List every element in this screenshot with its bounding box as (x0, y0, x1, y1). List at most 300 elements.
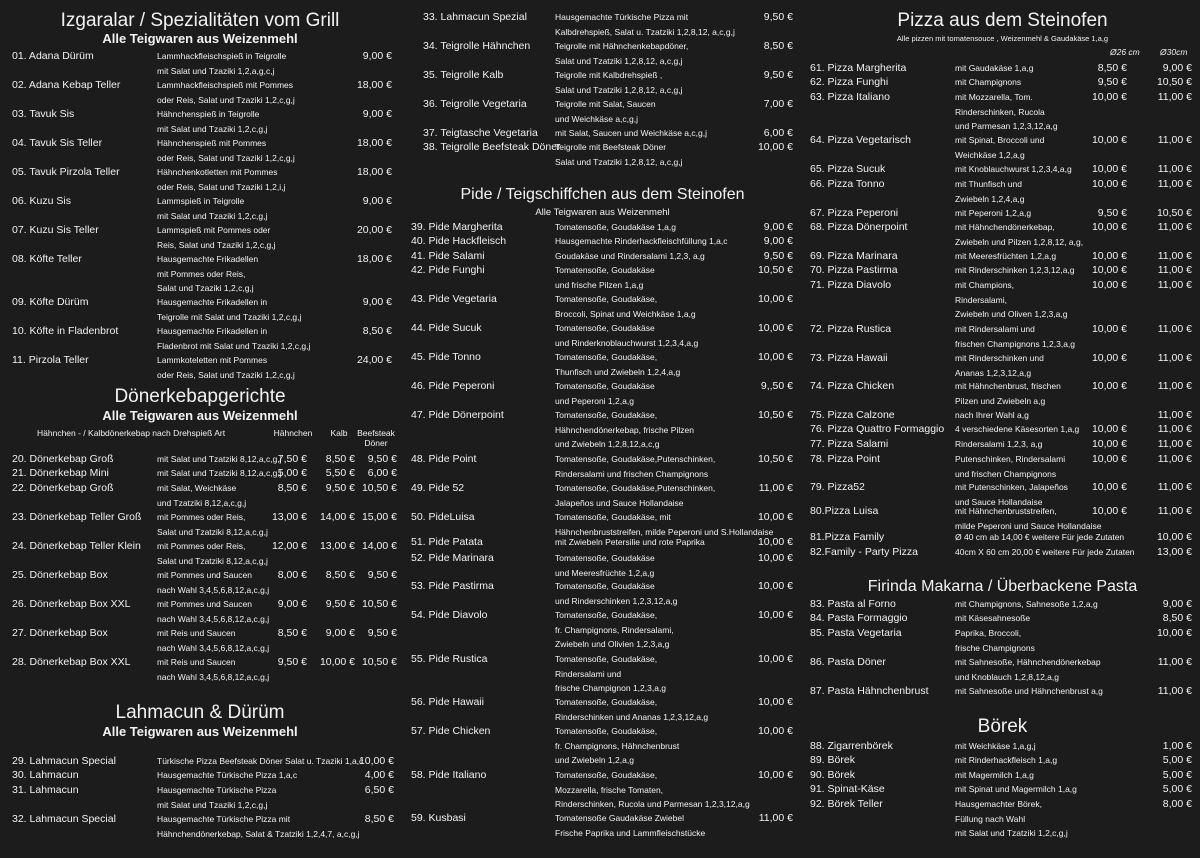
item-description-line: Hausgemachte Frikadellen in (157, 326, 268, 336)
item-description-line: Reis, Salat und Tzaziki 1,2,c,g,j (157, 239, 276, 250)
item-price: 7,00 € (763, 98, 793, 110)
item-description-line: Tomatensoße, Goudakäse,Putenschinken, (555, 483, 716, 493)
item-description-line: Rindersalami, (955, 294, 1007, 305)
item-name: 08. Köfte Teller (12, 253, 82, 265)
item-description-line: Tomatensoße, Goudakäse, (555, 726, 658, 736)
item-name: 62. Pizza Funghi (810, 76, 889, 88)
item-description-line: frischen Champignons 1,2,3,a,g (955, 338, 1076, 349)
item-description (555, 608, 674, 652)
item-name: 92. Börek Teller (810, 798, 883, 810)
item-description-line: Tomatensoße, Goudakäse (555, 323, 655, 333)
item-price: 9,50 € (367, 627, 397, 639)
item-description (955, 206, 1031, 221)
item-name: 33. Lahmacun Spezial (423, 11, 527, 23)
item-description-line: Füllung nach Wahl (955, 813, 1026, 824)
item-description (555, 695, 708, 724)
item-description (955, 133, 1044, 162)
item-name: 44. Pide Sucuk (411, 322, 482, 334)
item-description (955, 782, 1077, 797)
item-price: 5,00 € (1162, 783, 1192, 795)
item-description-line: Zwiebeln 1,2,4,a,g (955, 193, 1025, 204)
item-name: 43. Pide Vegetaria (411, 293, 497, 305)
item-description-line: nach Wahl 3,4,5,6,8,12,a,c,g,j (157, 642, 270, 653)
item-price: 9,00 € (362, 108, 392, 120)
item-description-line: frische Champignon 1,2,3,a,g (555, 683, 667, 693)
item-description-line: und Peperoni 1,2,a,g (555, 395, 634, 406)
item-price: 10,00 € (757, 351, 793, 363)
doener-section-subtitle: Alle Teigwaren aus Weizenmehl (102, 408, 298, 423)
item-price: 11,00 € (1157, 352, 1192, 364)
item-price: 13,00 € (319, 540, 355, 552)
item-price: 18,00 € (356, 253, 392, 265)
pizza-section-title: Pizza aus dem Steinofen (897, 10, 1108, 31)
item-description-line: mit Salat und Tzatziki 8,12,a,c,g,j (157, 468, 282, 478)
item-description-line: mit Champignons, Sahnesoße 1,2,a,g (955, 599, 1098, 609)
item-description-line: und Zwiebeln 1,2,8,12,a,c,g (555, 439, 660, 449)
item-description-line: und Meeresfrüchte 1,2,a,g (555, 567, 655, 578)
item-price: 11,00 € (758, 482, 793, 494)
item-price: 9,50 € (1097, 207, 1127, 219)
item-description-line: mit Sahnesoße, Hähnchendönerkebap (955, 657, 1101, 667)
item-description-line: Rinderschinken und Ananas 1,2,3,12,a,g (555, 711, 709, 722)
item-description-line: Tomatensoße, Goudakäse, mit (555, 512, 671, 522)
item-price: 9,00 € (325, 627, 355, 639)
item-price: 10,00 € (757, 293, 793, 305)
item-price: 6,00 € (367, 467, 397, 479)
item-price: 11,00 € (1157, 250, 1192, 262)
item-price: 10,00 € (1091, 505, 1127, 517)
item-price: 10,00 € (757, 511, 793, 523)
item-price: 11,00 € (1157, 423, 1192, 435)
item-description (157, 655, 269, 684)
item-description (157, 510, 268, 539)
item-price: 10,00 € (1156, 627, 1192, 639)
item-name: 27. Dönerkebap Box (12, 627, 108, 639)
item-description-line: mit Salat und Tzatziki 1,2,c,g,j (955, 828, 1068, 838)
item-description-line: 4 verschiedene Käsesorten 1,a,g (955, 424, 1080, 434)
item-description-line: Tomatensoße, Goudakäse (555, 553, 655, 563)
item-description (955, 249, 1056, 264)
item-price: 10,00 € (757, 536, 793, 548)
item-price: 10,00 € (757, 580, 793, 592)
item-name: 52. Pide Marinara (411, 552, 494, 564)
item-description (157, 626, 269, 655)
item-price: 11,00 € (1157, 323, 1192, 335)
item-price: 10,00 € (1091, 323, 1127, 335)
item-description (157, 481, 246, 510)
doener-header-chicken: Hähnchen (273, 428, 313, 438)
item-name: 76. Pizza Quattro Formaggio (810, 423, 945, 435)
item-description (955, 545, 1135, 560)
item-name: 55. Pide Rustica (411, 653, 488, 665)
item-description-line: Tomatensoße, Goudakäse (555, 381, 655, 391)
item-price: 10,00 € (1091, 264, 1127, 276)
item-price: 9,50 € (367, 569, 397, 581)
item-description-line: und Parmesan 1,2,3,12,a,g (955, 121, 1058, 131)
item-description (555, 350, 680, 379)
item-name: 38. Teigrolle Beefsteak Döner (423, 141, 561, 153)
item-description-line: Hausgemachte Türkische Pizza mit (157, 814, 291, 824)
item-price: 1,00 € (1162, 740, 1192, 752)
item-description (157, 353, 295, 382)
item-description-line: mit Hähnchenbrust, frischen (955, 381, 1061, 391)
item-description-line: Rinderschinken, Rucola (955, 106, 1045, 117)
item-name: 85. Pasta Vegetaria (810, 627, 902, 639)
item-description-line: Goudakäse und Rindersalami 1,2,3, a,g (555, 251, 705, 261)
item-description-line: nach Ihrer Wahl a,g (955, 410, 1029, 420)
item-name: 11. Pirzola Teller (12, 354, 89, 366)
item-description-line: Frische Paprika und Lammfleischstücke (555, 827, 706, 838)
item-price: 11,00 € (1157, 453, 1192, 465)
item-name: 70. Pizza Pastirma (810, 264, 898, 276)
item-name: 20. Dönerkebap Groß (12, 453, 114, 465)
item-price: 10,00 € (757, 609, 793, 621)
item-description-line: Tomatensoße Gaudakäse Zwiebel (555, 813, 684, 823)
item-description-line: mit Thunfisch und (955, 179, 1022, 189)
item-description (157, 295, 301, 324)
item-description-line: mit Salat, Saucen und Weichkäse a,c,g,j (555, 128, 707, 138)
item-price: 10,00 € (1091, 221, 1127, 233)
item-description-line: nach Wahl 3,4,5,6,8,12,a,c,g,j (157, 671, 270, 682)
item-description-line: Teigrolle mit Hähnchenkebapdöner, (555, 41, 689, 51)
item-name: 88. Zigarrenbörek (810, 740, 893, 752)
item-price: 10,00 € (1091, 423, 1127, 435)
item-description-line: Tomatensoße, Goudakäse (555, 581, 655, 591)
item-description-line: Lammspieß in Teigrolle (157, 196, 245, 206)
item-price: 9,00 € (362, 195, 392, 207)
item-description (157, 252, 258, 296)
item-price: 10,50 € (1156, 207, 1192, 219)
item-price: 10,00 € (757, 141, 793, 153)
item-price: 8,50 € (364, 813, 394, 825)
item-description (955, 379, 1061, 408)
item-description-line: Salat und Tzatziki 8,12,a,c,g,j (157, 555, 268, 566)
item-description-line: mit Knoblauchwurst 1,2,3,4,a,g (955, 164, 1072, 174)
item-description (955, 452, 1065, 481)
item-price: 10,50 € (1156, 76, 1192, 88)
menu-column-2 (405, 0, 800, 858)
item-price: 8,00 € (1162, 798, 1192, 810)
item-price: 11,00 € (1157, 656, 1192, 668)
item-description-line: mit Spinat, Broccoli und (955, 135, 1045, 145)
item-description (555, 379, 655, 408)
item-price: 11,00 € (1157, 438, 1192, 450)
item-description-line: Teigrolle mit Salat und Tzaziki 1,2,c,g,j (157, 311, 302, 322)
item-price: 10,00 € (1091, 380, 1127, 392)
item-description (555, 97, 656, 126)
item-description-line: Hähnchendönerkebap, Salat & Tzatziki 1,2,4,7, a,c,g,j (157, 828, 360, 839)
item-description (157, 783, 276, 812)
grill-section-title: Izgaralar / Spezialitäten vom Grill (60, 10, 340, 31)
item-description (955, 768, 1034, 783)
menu-column-1 (0, 0, 400, 858)
item-description (955, 739, 1036, 754)
item-description (157, 107, 267, 136)
item-price: 9,50 € (325, 598, 355, 610)
item-description-line: und Rinderknoblauchwurst 1,2,3,4,a,g (555, 337, 699, 348)
item-name: 26. Dönerkebap Box XXL (12, 598, 131, 610)
item-name: 02. Adana Kebap Teller (12, 79, 121, 91)
item-price: 8,50 € (277, 627, 307, 639)
item-name: 49. Pide 52 (411, 482, 465, 494)
item-description-line: Hähnchendönerkebap, frische Pilzen (555, 424, 694, 435)
item-name: 74. Pizza Chicken (810, 380, 895, 392)
item-name: 87. Pasta Hähnchenbrust (810, 685, 929, 697)
item-description (955, 61, 1033, 76)
item-name: 83. Pasta al Forno (810, 598, 896, 610)
item-description (555, 10, 735, 39)
item-description (555, 249, 705, 264)
item-description (555, 551, 655, 580)
item-description (955, 90, 1058, 134)
item-name: 64. Pizza Vegetarisch (810, 134, 911, 146)
item-description (157, 597, 269, 626)
item-name: 73. Pizza Hawaii (810, 352, 888, 364)
item-description-line: mit Salat und Tzaziki 1,2,c,g,j (157, 799, 268, 810)
item-name: 28. Dönerkebap Box XXL (12, 656, 131, 668)
item-price: 10,50 € (361, 598, 397, 610)
grill-section-subtitle: Alle Teigwaren aus Weizenmehl (102, 31, 298, 46)
item-description-line: mit Pommes und Saucen (157, 599, 252, 609)
item-description-line: Lammhackfleischspieß mit Pommes (157, 80, 294, 90)
item-description-line: Weichkäse 1,2,a,g (955, 149, 1025, 160)
item-description (955, 437, 1042, 452)
item-price: 5,00 € (1162, 754, 1192, 766)
doener-header-label: Hähnchen - / Kalbdönerkebap nach Drehspieß Art (37, 428, 226, 438)
item-price: 13,00 € (271, 511, 307, 523)
item-price: 8,00 € (277, 569, 307, 581)
item-price: 6,00 € (763, 127, 793, 139)
item-price: 10,00 € (1091, 178, 1127, 190)
item-description-line: mit Weichkäse 1,a,g,j (955, 741, 1036, 751)
item-description-line: mit Salat, Weichkäse (157, 483, 237, 493)
item-name: 41. Pide Salami (411, 250, 485, 262)
item-description (955, 655, 1101, 684)
item-description (555, 652, 666, 696)
item-description-line: Paprika, Broccoli, (955, 628, 1022, 638)
item-name: 25. Dönerkebap Box (12, 569, 108, 581)
item-name: 79. Pizza52 (810, 481, 865, 493)
item-price: 9,50 € (763, 69, 793, 81)
item-price: 11,00 € (1157, 685, 1192, 697)
item-description (555, 234, 727, 249)
item-name: 78. Pizza Point (810, 453, 881, 465)
item-description-line: mit Reis und Saucen (157, 628, 236, 638)
item-price: 9,50 € (367, 453, 397, 465)
item-description-line: 40cm X 60 cm 20,00 € weitere Für jede Zutaten (955, 547, 1135, 557)
item-price: 11,00 € (1157, 134, 1192, 146)
item-description-line: mit Salat und Tzaziki 1,2,c,g,j (157, 210, 268, 221)
item-description (157, 194, 267, 223)
item-price: 9,50 € (277, 656, 307, 668)
item-description (555, 68, 682, 97)
item-price: 10,00 € (757, 696, 793, 708)
item-description-line: Putenschinken, Rindersalami (955, 454, 1066, 464)
item-name: 77. Pizza Salami (810, 438, 889, 450)
item-price: 11,00 € (1157, 279, 1192, 291)
item-name: 45. Pide Tonno (411, 351, 481, 363)
item-description-line: mit Salat und Tzaziki 1,2,a,g,c,j (157, 65, 275, 76)
item-description-line: Rindersalami und (555, 668, 622, 679)
item-price: 10,50 € (757, 264, 793, 276)
item-name: 01. Adana Dürüm (12, 50, 94, 62)
item-price: 10,00 € (1091, 279, 1127, 291)
item-description-line: und Tzatziki 8,12,a,c,g,j (157, 497, 247, 508)
pizza-size-26: Ø26 cm (1110, 47, 1140, 57)
item-price: 18,00 € (356, 137, 392, 149)
item-description-line: oder Reis, Salat und Tzaziki 1,2,c,g,j (157, 152, 295, 163)
item-price: 10,00 € (1091, 91, 1127, 103)
item-description-line: mit Mozzarella, Tom. (955, 92, 1033, 102)
item-name: 35. Teigrolle Kalb (423, 69, 504, 81)
item-name: 07. Kuzu Sis Teller (12, 224, 99, 236)
item-description-line: Lammhackfleischspieß in Teigrolle (157, 51, 287, 61)
item-name: 57. Pide Chicken (411, 725, 491, 737)
item-description-line: Tomatensoße, Goudakäse, (555, 352, 658, 362)
pasta-section-title: Firinda Makarna / Überbackene Pasta (867, 578, 1138, 595)
item-description-line: Pilzen und Zwiebeln a,g (955, 395, 1046, 406)
item-description-line: Salat und Tzatziki 1,2,8,12, a,c,g,j (555, 55, 683, 66)
item-description-line: oder Reis, Salat und Tzaziki 1,2,c,g,j (157, 369, 295, 380)
item-description-line: mit Spinat und Magermilch 1,a,g (955, 784, 1077, 794)
item-name: 21. Dönerkebap Mini (12, 467, 109, 479)
item-description-line: Rindersalami 1,2,3, a,g (955, 439, 1043, 449)
item-name: 05. Tavuk Pirzola Teller (12, 166, 120, 178)
item-name: 36. Teigrolle Vegetaria (423, 98, 527, 110)
item-price: 10,00 € (757, 653, 793, 665)
item-price: 5,00 € (1162, 769, 1192, 781)
item-price: 20,00 € (356, 224, 392, 236)
item-description-line: Fladenbrot mit Salat und Tzaziki 1,2,c,g,j (157, 340, 311, 351)
item-price: 11,00 € (1157, 505, 1192, 517)
item-name: 10. Köfte in Fladenbrot (12, 325, 119, 337)
item-description-line: mit Rinderschinken 1,2,3,12,a,g (955, 265, 1075, 275)
item-description-line: und Rinderschinken 1,2,3,12,a,g (555, 595, 678, 606)
item-price: 10,00 € (1091, 481, 1127, 493)
item-price: 11,00 € (1157, 91, 1192, 103)
item-price: 11,00 € (1157, 409, 1192, 421)
item-description-line: Hähnchenbruststreifen, milde Peperoni und S.Hollandaise (555, 526, 774, 537)
item-description (555, 321, 698, 350)
item-description-line: Zwiebeln und Olivien 1,2,3,a,g (555, 639, 670, 649)
item-description-line: Thunfisch und Zwiebeln 1,2,4,a,g (555, 366, 681, 377)
item-description (157, 568, 269, 597)
item-description (955, 177, 1024, 206)
item-name: 34. Teigrolle Hähnchen (423, 40, 531, 52)
item-description-line: Tomatensoße, Goudakäse, (555, 294, 658, 304)
item-price: 9,00 € (277, 598, 307, 610)
item-price: 8,50 € (325, 453, 355, 465)
item-description-line: Türkische Pizza Beefsteak Döner Salat u. Tzaziki 1,a,c (157, 756, 364, 766)
item-description-line: mit Gaudakäse 1,a,g (955, 63, 1034, 73)
item-description (955, 530, 1124, 545)
pide-section-subtitle: Alle Teigwaren aus Weizenmehl (535, 207, 670, 218)
item-price: 11,00 € (1157, 481, 1192, 493)
item-description-line: nach Wahl 3,4,5,6,8,12,a,c,g,j (157, 584, 270, 595)
item-name: 66. Pizza Tonno (810, 178, 885, 190)
item-name: 22. Dönerkebap Groß (12, 482, 114, 494)
pizza-size-30: Ø30cm (1160, 47, 1188, 57)
item-price: 8,50 € (1162, 612, 1192, 624)
item-price: 9,00 € (1162, 62, 1192, 74)
item-description (955, 278, 1067, 322)
item-description-line: Rinderschinken, Rucola und Parmesan 1,2,3,12,a,g (555, 799, 750, 809)
item-description (955, 753, 1057, 768)
item-name: 51. Pide Patata (411, 536, 483, 548)
item-description-line: Tomatensoße, Goudakäse,Putenschinken, (555, 454, 716, 464)
item-name: 32. Lahmacun Special (12, 813, 116, 825)
item-description-line: Tomatensoße, Goudakäse, (555, 610, 658, 620)
item-name: 65. Pizza Sucuk (810, 163, 886, 175)
boerek-section-title: Börek (977, 716, 1028, 737)
item-price: 8,50 € (1097, 62, 1127, 74)
item-description-line: mit Magermilch 1,a,g (955, 770, 1034, 780)
item-name: 58. Pide Italiano (411, 769, 487, 781)
item-description (157, 324, 310, 353)
item-description-line: mit Käsesahnesoße (955, 613, 1031, 623)
item-description-line: mit Putenschinken, Jalapeños (955, 482, 1068, 492)
item-description-line: Teigrolle mit Beefsteak Döner (555, 142, 667, 152)
item-name: 54. Pide Diavolo (411, 609, 488, 621)
item-description-line: mit Salat und Tzatziki 8,12,a,c,g,j (157, 454, 282, 464)
item-description-line: Salat und Tzatziki 1,2,8,12, a,c,g,j (555, 156, 683, 167)
item-description (555, 140, 682, 169)
item-price: 9,00 € (362, 296, 392, 308)
item-name: 42. Pide Funghi (411, 264, 485, 276)
item-description-line: Tomatensoße, Goudakäse, (555, 654, 658, 664)
item-description (157, 768, 297, 783)
item-description-line: Jalapeños und Sauce Hollandaise (555, 497, 684, 508)
item-description (555, 768, 750, 812)
item-description-line: oder Reis, Salat und Tzaziki 1,2,c,g,j (157, 94, 295, 105)
item-price: 10,50 € (757, 409, 793, 421)
item-description-line: Hähnchenkotletten mit Pommes (157, 167, 278, 177)
item-price: 11,00 € (1157, 221, 1192, 233)
item-price: 10,00 € (358, 755, 394, 767)
item-description (555, 263, 655, 292)
item-price: 10,00 € (1091, 453, 1127, 465)
item-description-line: Hausgemachte Rinderhackfleischfüllung 1,a,c (555, 236, 728, 246)
item-name: 46. Pide Peperoni (411, 380, 495, 392)
item-price: 6,50 € (364, 784, 394, 796)
item-name: 90. Börek (810, 769, 855, 781)
item-name: 53. Pide Pastirma (411, 580, 494, 592)
item-description-line: Hausgemachte Türkische Pizza mit (555, 12, 689, 22)
item-name: 67. Pizza Peperoni (810, 207, 899, 219)
item-description-line: mit Pommes oder Reis, (157, 268, 246, 279)
item-description (955, 351, 1044, 380)
item-name: 72. Pizza Rustica (810, 323, 892, 335)
item-price: 9,50 € (763, 250, 793, 262)
item-price: 10,00 € (757, 769, 793, 781)
item-description-line: und Weichkäse a,c,g,j (555, 113, 638, 124)
item-name: 75. Pizza Calzone (810, 409, 895, 421)
item-price: 10,00 € (1091, 134, 1127, 146)
item-price: 9,50 € (1097, 76, 1127, 88)
item-name: 06. Kuzu Sis (12, 195, 71, 207)
item-description-line: nach Wahl 3,4,5,6,8,12,a,c,g,j (157, 613, 270, 624)
item-price: 10,00 € (757, 322, 793, 334)
item-description (555, 535, 705, 550)
item-description (955, 220, 1083, 249)
item-description-line: mit Pommes und Saucen (157, 570, 252, 580)
item-description-line: und Sauce Hollandaise (955, 496, 1043, 507)
item-description (157, 539, 268, 568)
item-name: 84. Pasta Formaggio (810, 612, 908, 624)
item-description-line: Broccoli, Spinat und Weichkäse 1,a,g (555, 308, 696, 319)
item-description-line: Hausgemachte Frikadellen (157, 254, 259, 264)
item-description-line: Hausgemachte Frikadellen in (157, 297, 268, 307)
